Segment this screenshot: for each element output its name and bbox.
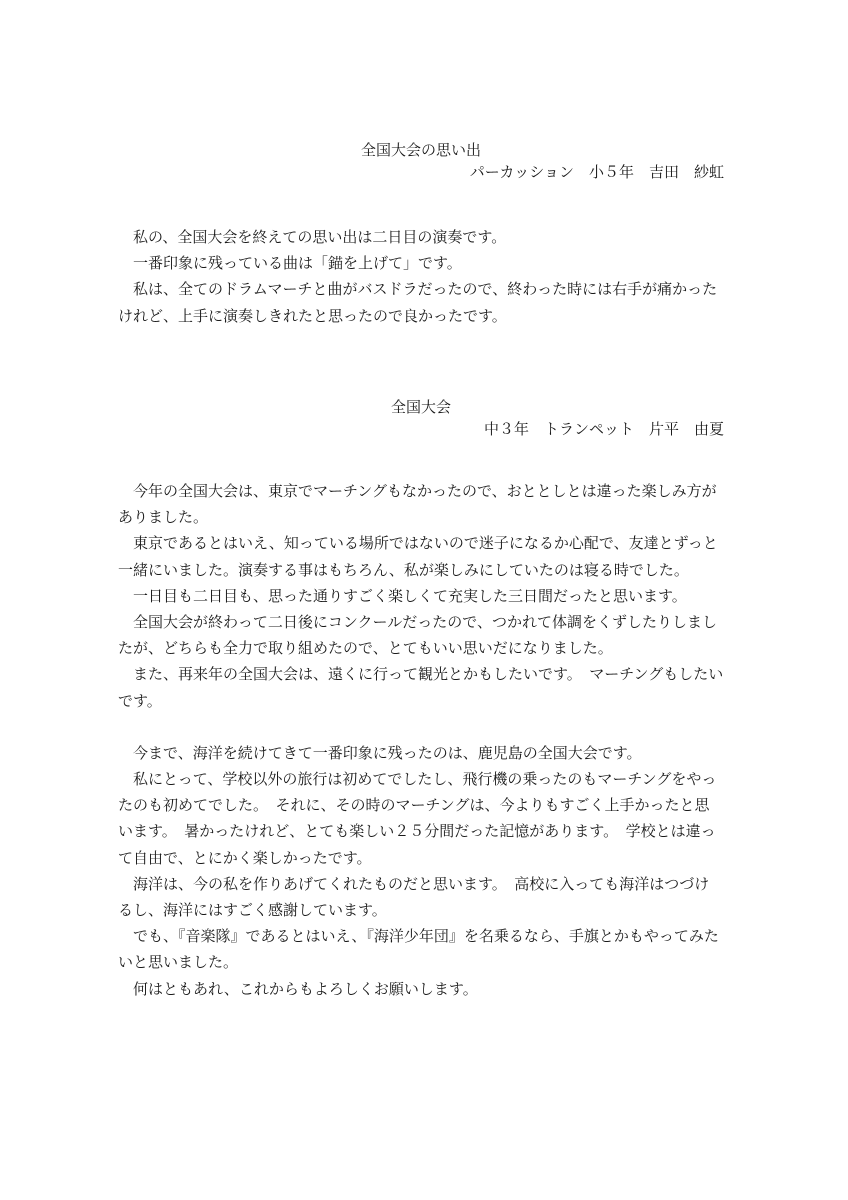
essay-2	[118, 396, 724, 1002]
essay-1	[118, 139, 724, 329]
essay-2-section-2	[118, 740, 724, 1002]
paragraph: 東京であるとはいえ、知っている場所ではないので迷子になるか心配で、友達とずっと一緒にいました。演奏する事はもちろん、私が楽しみにしていたのは寝る時でした。	[118, 534, 718, 579]
paragraph: でも、『音楽隊』であるとはいえ、『海洋少年団』を名乗るなら、手旗とかもやってみたいと思いました。	[118, 927, 719, 972]
essay-2-section-1	[118, 478, 724, 714]
essay-2-body	[118, 478, 724, 1002]
paragraph: 今年の全国大会は、東京でマーチングもなかったので、おととしとは違った楽しみ方がありました。	[118, 482, 717, 527]
paragraph: 一日目も二日目も、思った通りすごく楽しくて充実した三日間だったと思います。	[133, 586, 687, 605]
essay-1-body	[118, 224, 724, 329]
essay-1-title: 全国大会の思い出	[360, 141, 481, 159]
paragraph: 全国大会が終わって二日後にコンクールだったので、つかれて体調をくずしたりしましたが、どちらも全力で取り組めたので、とてもいい思いだになりました。	[118, 613, 717, 658]
paragraph: 私にとって、学校以外の旅行は初めてでしたし、飛行機の乗ったのもマーチングをやったのも初めてでした。 それに、その時のマーチングは、今よりもすごく上手かったと思います。 暑かったけれど、とても楽しい２５分間だった記憶があります。 学校とは違って自由で、とにかく楽しかったです。	[118, 770, 717, 867]
paragraph: 海洋は、今の私を作りあげてくれたものだと思います。 高校に入っても海洋はつづけるし、海洋にはすごく感謝しています。	[118, 874, 710, 920]
paragraph: 私の、全国大会を終えての思い出は二日目の演奏です。	[133, 228, 507, 246]
essay-2-title: 全国大会	[390, 398, 451, 416]
essay-1-byline: パーカッション 小５年 吉田 紗虹	[469, 163, 724, 181]
paragraph: 今まで、海洋を続けてきて一番印象に残ったのは、鹿児島の全国大会です。	[133, 743, 642, 762]
paragraph: 私は、全てのドラムマーチと曲がバスドラだったので、終わった時には右手が痛かったけれど、上手に演奏しきれたと思ったので良かったです。	[118, 280, 718, 325]
paragraph: 何はともあれ、これからもよろしくお願いします。	[133, 979, 478, 998]
essay-2-byline: 中３年 トランペット 片平 由夏	[483, 420, 724, 438]
paragraph: 一番印象に残っている曲は「錨を上げて」です。	[133, 254, 462, 273]
paragraph: また、再来年の全国大会は、遠くに行って観光とかもしたいです。 マーチングもしたいです。	[118, 665, 724, 710]
section-gap	[118, 714, 724, 740]
